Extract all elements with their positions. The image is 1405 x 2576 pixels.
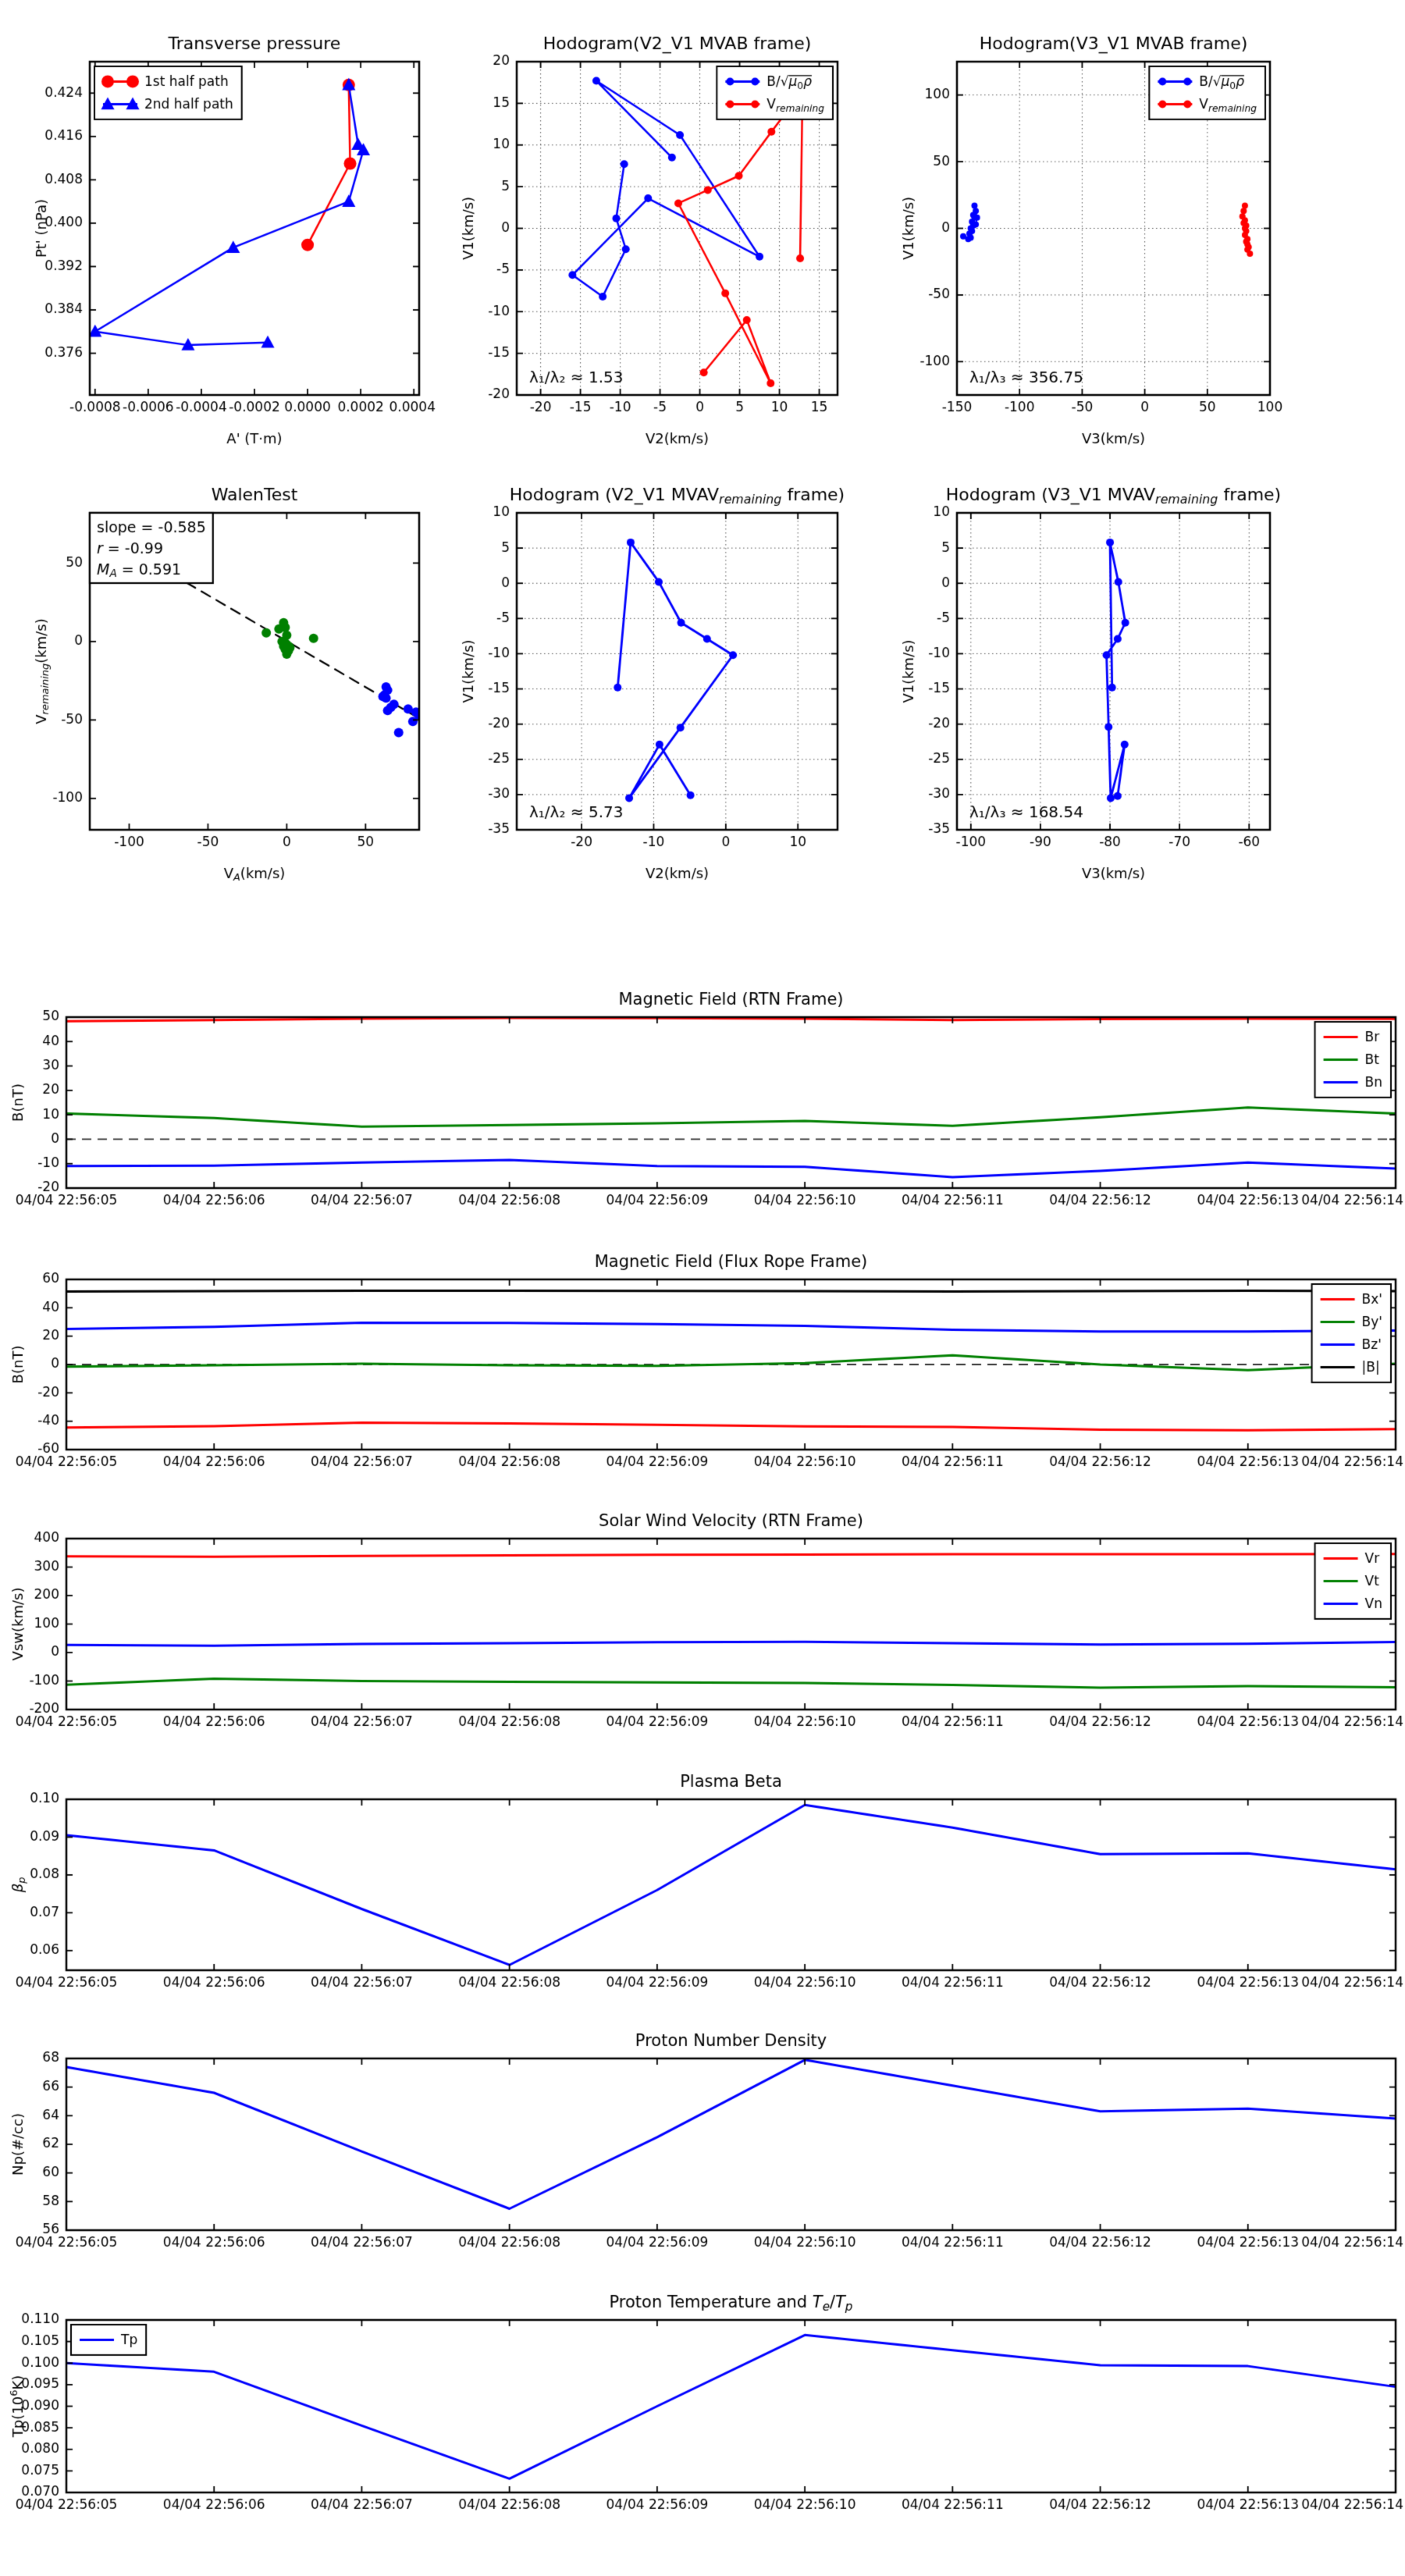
chart-proton-temperature <box>0 2274 1405 2539</box>
chart-walen-test <box>12 467 437 935</box>
chart-hodogram-v2v1-mvav <box>441 467 866 935</box>
chart-magnetic-field-fluxrope <box>0 1233 1405 1495</box>
chart-hodogram-v3v1-mvav <box>882 467 1311 935</box>
chart-proton-density <box>0 2014 1405 2275</box>
chart-solar-wind-velocity <box>0 1493 1405 1755</box>
chart-magnetic-field-rtn <box>0 972 1405 1233</box>
chart-hodogram-v3v1-mvab <box>882 9 1311 478</box>
chart-hodogram-v2v1-mvab <box>441 9 866 478</box>
chart-transverse-pressure <box>12 9 437 478</box>
chart-plasma-beta <box>0 1754 1405 2016</box>
